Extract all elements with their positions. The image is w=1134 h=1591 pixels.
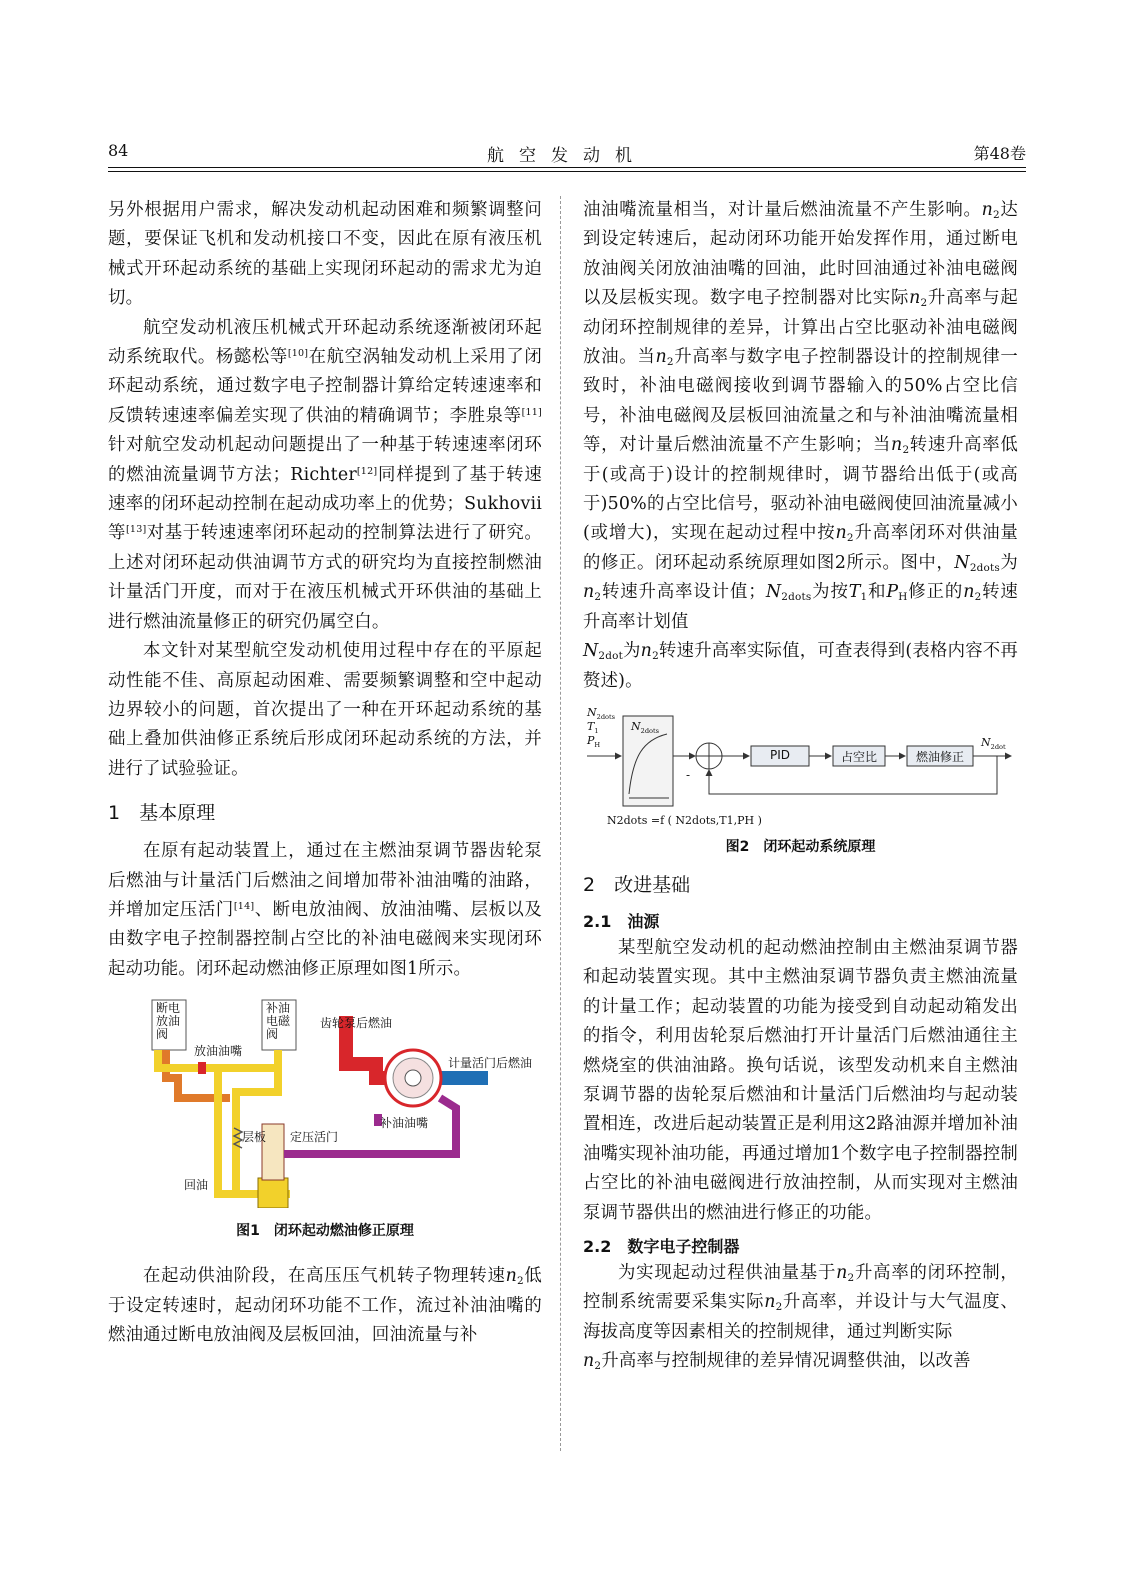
label-laminate: 层板 (242, 1130, 267, 1145)
subsection-heading: 2.2 数字电子控制器 (583, 1236, 740, 1256)
citation[interactable]: [12] (356, 465, 378, 477)
figure-2-caption: 图2 闭环起动系统原理 (725, 838, 876, 855)
label-pressure-valve: 定压活门 (290, 1130, 339, 1145)
column-divider (560, 196, 561, 1451)
pid-block: PID (769, 747, 790, 762)
paragraph: 油油嘴流量相当，对计量后燃油流量不产生影响。$n_2$达到设定转速后，起动闭环功能开始发挥作用，通过断电放油阀关闭放油油嘴的回油，此时回油通过补油电磁阀以及层板实现。数字电子控制器对比实际$n_2$升高率与起动闭环控制规律的差异，计算出占空比驱动补油电磁阀放油。当$n_2$升高率与数字电子控制器设计的控制规律一致时，补油电磁阀接收到调节器输入的50%占空比信号，补油电磁阀及层板回油流量之和与补油油嘴流量相等，对计量后燃油流量不产生影响；当$n_2$转速升高率低于(或高于)设计的控制规律时，调节器给出低于(或高于)50%的占空比信号，驱动补油电磁阀使回油流量减小(或增大)，实现在起动过程中按$n_2$升高率闭环对供油量的修正。闭环起动系统原理如图2所示。图中，$N_{2dots}$为$n_2$转速升高率设计值；$N_{2dots}$为按$T_1$和$P_H$修正的$n_2$转速升高率计划值 $N_{2dot}$为$n_2$转速升高率实际值，可查表得到(表格内容不再赘述)。 (583, 200, 1019, 691)
label-supply-nozzle: 补油油嘴 (380, 1116, 429, 1131)
running-header (108, 141, 1026, 167)
label-gear-pump-fuel: 齿轮泵后燃油 (320, 1016, 393, 1031)
label-supply-solenoid-valve: 补油电磁阀 (266, 1001, 291, 1042)
volume-label: 第48卷 (973, 144, 1026, 163)
output-label: $N_{2dot}$ (981, 735, 1006, 751)
citation[interactable]: [10] (287, 348, 309, 360)
label-return-oil: 回油 (184, 1178, 209, 1193)
label-drain-nozzle: 放油油嘴 (194, 1044, 243, 1059)
paragraph: 在起动供油阶段，在高压压气机转子物理转速$n_2$低于设定转速时，起动闭环功能不工作，流过补油油嘴的燃油通过断电放油阀及层板回油，回油流量与补 (108, 1266, 542, 1345)
figure-1-caption: 图1 闭环起动燃油修正原理 (236, 1223, 414, 1240)
left-column (108, 196, 542, 1350)
duty-cycle-block: 占空比 (840, 749, 877, 764)
label-power-off-drain-valve: 断电放油阀 (156, 1001, 181, 1042)
paragraph: 本文针对某型航空发动机使用过程中存在的平原起动性能不佳、高原起动困难、需要频繁调整和空中起动边界较小的问题，首次提出了一种在开环起动系统的基础上叠加供油修正系统后形成闭环起动系统的方法，并进行了试验验证。 (108, 641, 542, 779)
block-lookup-label: $N_{2dots}$ (631, 719, 660, 735)
label-metered-fuel: 计量活门后燃油 (448, 1056, 533, 1071)
header-rule-thin (108, 171, 1026, 172)
fuel-correction-block: 燃油修正 (915, 749, 964, 764)
figure-2 (583, 706, 1018, 836)
page-number: 84 (108, 141, 129, 160)
citation[interactable]: [13] (125, 524, 147, 536)
paragraph: 在原有起动装置上，通过在主燃油泵调节器齿轮泵后燃油与计量活门后燃油之间增加带补油油嘴的油路，并增加定压活门[14]、断电放油阀、放油油嘴、层板以及由数字电子控制器控制占空比的补油电磁阀来实现闭环起动功能。闭环起动燃油修正原理如图1所示。 (108, 841, 543, 979)
right-column (583, 196, 1018, 1377)
paragraph: 为实现起动过程供油量基于$n_2$升高率的闭环控制，控制系统需要采集实际$n_2$升高率，并设计与大气温度、海拔高度等因素相关的控制规律，通过判断实际 $n_2$升高率与控制规律的差异情况调整供油，以改善 (583, 1262, 1018, 1373)
minus-sign: - (686, 767, 691, 782)
journal-title: 航空发动机 (487, 146, 647, 166)
subsection-heading: 2.1 油源 (583, 911, 660, 931)
header-rule (108, 167, 1026, 168)
figure-1 (108, 998, 542, 1218)
section-heading: 2 改进基础 (583, 873, 691, 896)
input-label: $N_{2dots}$ $T_1$ $P_H$ (587, 705, 616, 749)
section-heading: 1 基本原理 (108, 802, 216, 825)
paragraph: 某型航空发动机的起动燃油控制由主燃油泵调节器和起动装置实现。其中主燃油泵调节器负责主燃油流量的计量工作；起动装置的功能为接受到自动起动箱发出的指令，利用齿轮泵后燃油打开计量活门后燃油通往主燃烧室的供油油路。换句话说，该型发动机来自主燃油泵调节器的齿轮泵后燃油和计量活门后燃油均与起动装置相连，改进后起动装置正是利用这2路油源并增加补油油嘴实现补油功能，再通过增加1个数字电子控制器控制占空比的补油电磁阀进行放油控制，从而实现对主燃油泵调节器供出的燃油进行修正的功能。 (583, 937, 1018, 1223)
formula-label: N2dots =f ( N2dots,T1,PH ) (607, 813, 762, 827)
citation[interactable]: [11] (521, 406, 542, 418)
paragraph: 航空发动机液压机械式开环起动系统逐渐被闭环起动系统取代。杨懿松等[10]在航空涡轴发动机上采用了闭环起动系统，通过数字电子控制器计算给定转速速率和反馈转速速率偏差实现了供油的精确调节；李胜泉等[11]针对航空发动机起动问题提出了一种基于转速速率闭环的燃油流量调节方法；Richter[12]同样提到了基于转速速率的闭环起动控制在起动成功率上的优势；Sukhovii 等[13]对基于转速速率闭环起动的控制算法进行了研究。上述对闭环起动供油调节方式的研究均为直接控制燃油计量活门开度，而对于在液压机械式开环供油的基础上进行燃油流量修正的研究仍属空白。 (108, 317, 542, 632)
citation[interactable]: [14] (233, 900, 255, 912)
paragraph: 另外根据用户需求，解决发动机起动困难和频繁调整问题，要保证飞机和发动机接口不变，因此在原有液压机械式开环起动系统的基础上实现闭环起动的需求尤为迫切。 (108, 200, 542, 309)
